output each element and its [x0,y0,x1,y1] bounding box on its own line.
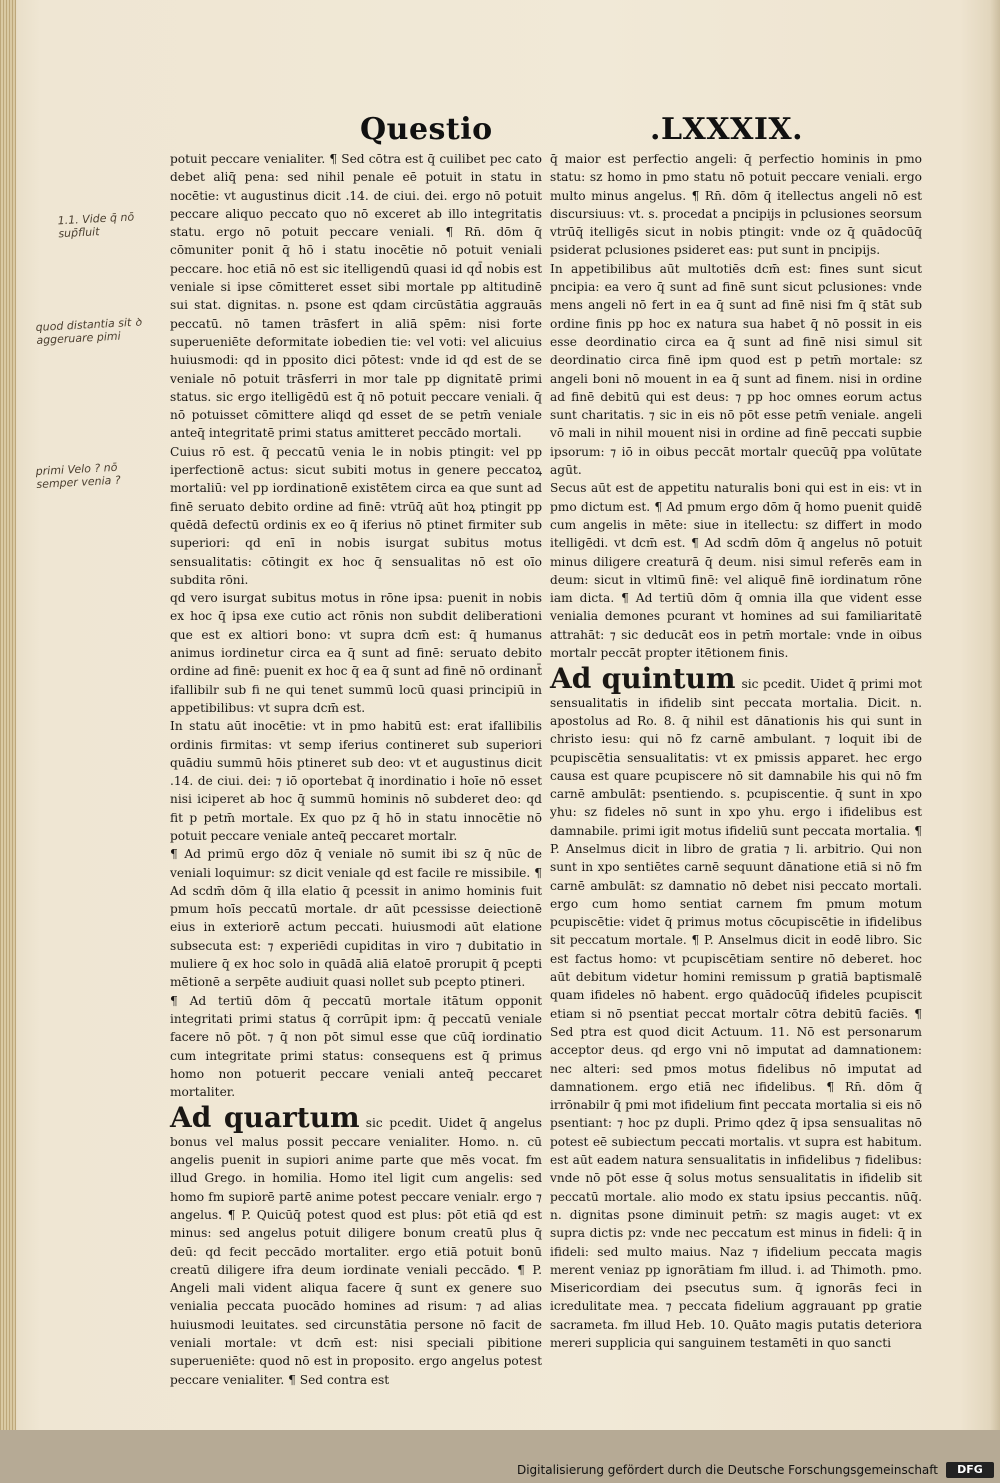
article-four [170,1101,542,1388]
footer-bar [0,1430,1000,1483]
margin-note-3: primi Velo ? nō semper venia ? [35,460,122,491]
header-questio: Questio [360,112,493,147]
margin-note-1: 1.1. Vide q̄ nō sup̄fluit [57,210,135,241]
left-paragraph: potuit peccare venialiter. ¶ Sed cōtra est q̄ cuilibet pec cato debet aliq̄ pena: sed nihil penale eē potuit in statu in nocētie: vt augustinus dicit .14. de ciui. dei. ergo nō potuit peccare aliquo peccato quo nō exceret ab illo integritatis statu. ergo nō potuit peccare veniali. ¶ Rn̄. dōm q̄ cōmuniter ponit q̄ hō i statu inocētie nō potuit veniali peccare. hoc etiā nō est sic itelligendū quasi id qd̄ nobis est veniale si ipse cōmitteret esset sibi mortale pp altitudinē sui stat. dignitas. n. psone est qdam circūstātia aggrauās peccatū. nō tamen trāsfert in aliā spēm: nisi forte superueniēte deformitate iobedien tie: vel voti: vel alicuius huiusmodi: qd in pposito dici pōtest: vnde id qd est de se veniale nō potuit trāsferri in mor tale pp dignitatē primi status. sic ergo itelligēdū est q̄ nō potuit peccare veniali. q̄ nō potuisset cōmittere aliqd qd esset de se petm̄ veniale anteq̄ integritatē primi status amitteret peccādo mortali. [170,152,542,441]
right-paragraph: Secus aūt est de appetitu naturalis boni qui est in eis: vt in pmo dictum est. ¶ Ad pmum ergo dōm q̄ homo puenit quidē cum angelis in mēte: siue in itellectu: sz differt in modo itelligēdi. vt dcm̄ est. ¶ Ad scdm̄ dōm q̄ angelus nō potuit minus diligere creaturā q̄ deum. nisi simul referēs eam in deum: sicut in vltimū finē: vel aliquē finē iordinatum rōne iam dicta. ¶ Ad tertiū dōm q̄ omnia illa que vident esse venialia demones pcurant vt homines ad sui familiaritatē attrahāt: ⁊ sic deducāt eos in petm̄ mortale: vnde in oibus mortalr peccāt propter itētionem finis. [550,481,922,661]
header-folio-number: .LXXXIX. [650,112,804,147]
left-paragraph: qd vero isurgat subitus motus in rōne ipsa: puenit in nobis ex hoc q̄ ipsa exe cutio act rōnis non subdit deliberationi que est ex altiori bono: vt supra dcm̄ est: q̄ humanus animus iordinetur circa ea q̄ sunt ad finē: seruato debito ordine ad finē: puenit ex hoc q̄ ea q̄ sunt ad finē nō ordinant̄ ifallibilr sub fi ne qui tenet summū locū quasi principiū in appetibilibus: vt supra dcm̄ est. [170,591,542,715]
article-five-text: sic pcedit. Uidet q̄ primi mot sensualitatis in ifidelib sint peccata mortalia. Dicit. n. apostolus ad Ro. 8. q̄ nihil est dānationis his qui sunt in christo iesu: qui nō fz carnē ambulant. ⁊ loquit ibi de pcupiscētia sensualitatis: vt ex pmissis apparet. hec ergo causa est quare pcupiscere nō sit damnabile his qui nō fm carnē ambulāt: psentiendo. s. pcupiscentie. q̄ sunt in xpo yhu: sz fideles nō sunt in xpo yhu. ergo i ifidelibus est damnabile. primi igit motus ifideliū sunt peccata mortalia. ¶ P. Anselmus dicit in libro de gratia ⁊ li. arbitrio. Qui non sunt in xpo sentiētes carnē sequunt dānatione etiā si nō fm carnē ambulāt: sz damnatio nō debet nisi peccato mortali. ergo cum homo sentiat carnem fm pmum motum pcupiscētie: videt q̄ primus motus cōcupiscētie in ifidelibus sit peccatum mortale. ¶ P. Anselmus dicit in eodē libro. Sic est factus homo: vt pcupiscētiam sentire nō deberet. hoc aūt debitum videtur homini remissum p gratiā baptismalē quam ifideles nō habent. ergo quādocūq̄ ifideles pcupiscit etiam si nō psentiat peccat mortalr cōtra debitū faciēs. ¶ Sed ptra est quod dicit Actuum. 11. Nō est personarum acceptor deus. qd ergo vni nō imputat ad damnationem: nec alteri: sed pmos motus fidelibus nō imputat ad damnationem. ergo etiā nec ifidelibus. ¶ Rn̄. dōm q̄ irrōnabilr q̄ pmi mot ifidelium fint peccata mortalia si eis nō psentiant: ⁊ hoc pz dupli. Primo qdez q̄ ipsa sensualitas nō potest eē subiectum peccati mortalis. vt supra est habitum. est aūt eadem natura sensualitatis in infidelibus ⁊ fidelibus: vnde nō pōt esse q̄ solus motus sensualitatis in ifidelib sit peccatū mortale. alio modo ex statu ipsius peccantis. nūq̄. n. dignitas psone diminuit petm̄: sz magis auget: vt ex supra dictis pz: vnde nec peccatum est minus in fideli: q̄ in ifideli: sed multo maius. Naz ⁊ ifidelium peccata magis merent veniaz pp ignorātiam fm illud. i. ad Thimoth. pmo. Misericordiam dei psecutus sum. q̄ ignorās feci in icredulitate mea. ⁊ peccata fidelium aggrauant pp gratie sacrameta. fm illud Heb. 10. Quāto magis putatis deteriora mereri supplicia qui sanguinem testamēti in quo sancti [550,677,922,1350]
left-paragraph: Cuius rō est. q̄ peccatū venia le in nobis ptingit: vel pp iperfectionē actus: sicut subiti motus in genere peccatoꝝ mortaliū: vel pp iordinationē existētem circa ea que sunt ad finē seruato debito ordine ad finē: vtrūq̄ aūt hoꝝ ptingit pp quēdā defectū ordinis ex eo q̄ iferius nō ptinet firmiter sub superiori: qd enī in nobis isurgat subitus motus sensualitatis: cōtingit ex hoc q̄ sensualitas nō est oīo subdita rōni. [170,444,542,587]
left-paragraph: ¶ Ad tertiū dōm q̄ peccatū mortale itātum opponit integritati primi status q̄ corrūpit ipm: q̄ peccatū veniale facere nō pōt. ⁊ q̄ non pōt simul esse que cūq̄ iordinatio cum integritate primi status: consequens est q̄ primus homo non potuerit peccare veniali anteq̄ peccaret mortaliter. [170,993,542,1100]
footer-credit: Digitalisierung gefördert durch die Deutsche Forschungsgemeinschaft [516,1463,938,1477]
page-fore-edge [0,0,16,1430]
left-paragraph: In statu aūt inocētie: vt in pmo habitū est: erat ifallibilis ordinis firmitas: vt semp iferius contineret sub superiori quādiu summū hōis ptineret sub deo: vt et augustinus dicit .14. de ciui. dei: ⁊ iō oportebat q̄ inordinatio i hoīe nō esset nisi iciperet ab hoc q̄ summū hominis nō subderet deo: qd fit p petm̄ mortale. Ex quo pz q̄ hō in statu innocētie nō potuit peccare veniale anteq̄ peccaret mortalr. [170,719,542,843]
dfg-logo: DFG [946,1462,994,1478]
right-paragraph: q̄ maior est perfectio angeli: q̄ perfectio hominis in pmo statu: sz homo in pmo statu nō potuit peccare veniali. ergo multo minus angelus. ¶ Rn̄. dōm q̄ itellectus angeli nō est discursiuus: vt. s. procedat a pncipijs in pclusiones seorsum vtrūq̄ itelligēs sicut in nobis ptingit: vnde oz q̄ quādocūq̄ psiderat pclusiones psideret eas: put sunt in pncipijs. [550,152,922,258]
article-five-initial: Ad quintum [550,662,736,696]
left-paragraph: ¶ Ad primū ergo dōz q̄ veniale nō sumit ibi sz q̄ nūc de veniali loquimur: sz dicit veniale qd est facile re missibile. ¶ Ad scdm̄ dōm q̄ illa elatio q̄ pcessit in animo hominis fuit pmum hoīs peccatū mortale. dr aūt pcessisse deiectionē eius in exteriorē actum peccati. huiusmodi aūt elatione subsecuta est: ⁊ experiēdi cupiditas in viro ⁊ dubitatio in muliere q̄ ex hoc solo in quādā aliā elatoē prorupit q̄ pcepti mētionē a serpēte audiuit quasi nollet sub pcepto ptineri. [170,847,542,990]
article-four-initial: Ad quartum [170,1101,360,1135]
article-five [550,662,922,1352]
right-paragraph: In appetibilibus aūt multotiēs dcm̄ est: fines sunt sicut pncipia: ea vero q̄ sunt ad finē sunt sicut pclusiones: vnde mens angeli nō fert in ea q̄ sunt ad finē nisi fm q̄ stāt sub ordine finis pp hoc ex natura sua habet q̄ nō possit in eis esse deordinatio circa ea q̄ sunt ad finē nisi simul sit deordinatio circa finē ipm quod est p petm̄ mortale: sz angeli boni nō mouent in ea q̄ sunt ad finem. nisi in ordine ad finē debitū qui est deus: ⁊ pp hoc omnes eorum actus sunt charitatis. ⁊ sic in eis nō pōt esse petm̄ veniale. angeli vō mali in nihil mouent nisi in ordine ad finē peccati supbie ipsorum: ⁊ iō in oibus peccāt mortalr quecūq̄ ppa volūtate agūt. [550,261,922,478]
margin-note-2: quod distantia sit ꝺ aggeruare pimi [35,315,142,347]
right-column [550,150,922,1352]
left-column [170,150,542,1389]
article-four-text: sic pcedit. Uidet q̄ angelus bonus vel malus possit peccare venialiter. Homo. n. cū angelis puenit in supiori anime parte que mēs vocat. fm illud Grego. in homilia. Homo itel ligit cum angelis: sed homo fm supiorē partē anime potest peccare venialr. ergo ⁊ angelus. ¶ P. Quicūq̄ potest quod est plus: pōt etiā qd est minus: sed angelus potuit diligere bonum creatū plus q̄ deū: qd fecit peccādo mortaliter. ergo etiā potuit bonū creatū diligere ifra deum iordinate veniali peccādo. ¶ P. Angeli mali vident aliqua facere q̄ sunt ex genere suo venialia peccata puocādo homines ad risum: ⁊ ad alias huiusmodi leuitates. sed circunstātia persone nō facit de veniali mortale: vt dcm̄ est: nisi speciali pibitione superueniēte: quod nō est in proposito. ergo angelus potest peccare venialiter. ¶ Sed contra est [170,1116,542,1387]
